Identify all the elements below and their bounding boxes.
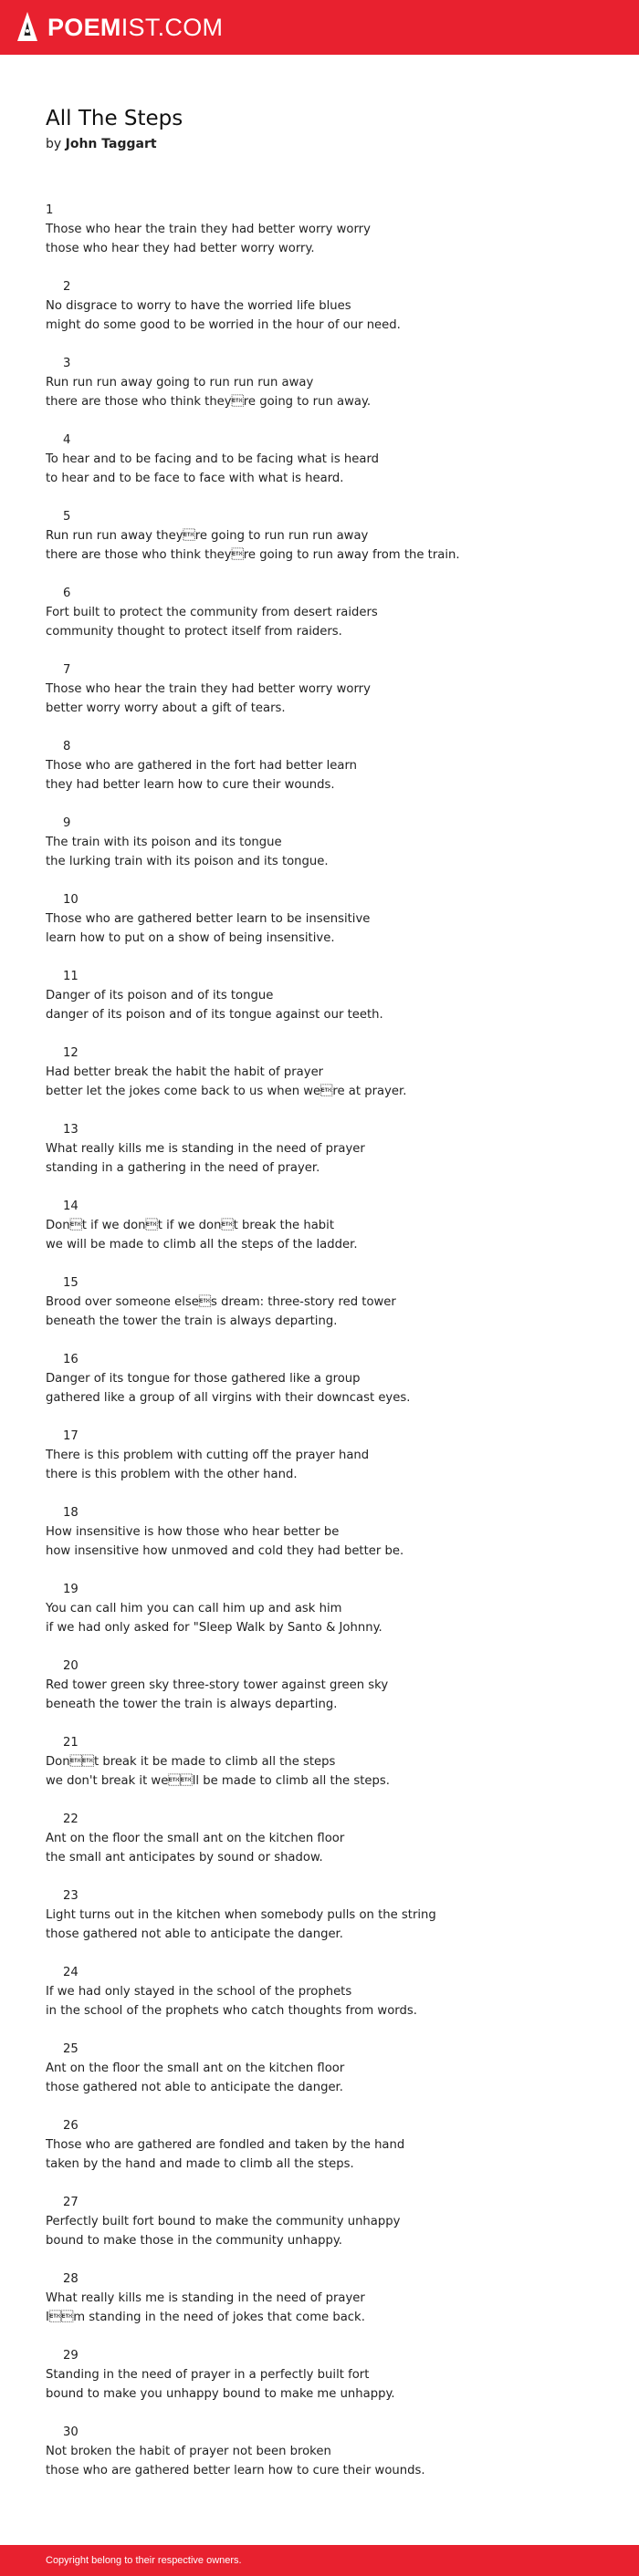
copyright-text: Copyright belong to their respective owners. [46,2555,242,2566]
stanza [46,1810,612,1886]
poem-line: Not broken the habit of prayer not been broken [46,2445,331,2458]
stanza-number: 29 [63,2349,79,2363]
poem-line: Danger of its tongue for those gathered like a group [46,1372,361,1386]
poem-line: How insensitive is how those who hear better be [46,1525,340,1539]
stanza [46,431,612,507]
poem-line: better let the jokes come back to us when were at prayer. [46,1085,407,1098]
poem-line: Danger of its poison and of its tongue [46,989,274,1002]
poem-line: Brood over someone elses dream: three-story red tower [46,1295,396,1309]
poem-line: those who are gathered better learn how to cure their wounds. [46,2464,425,2477]
stanza-number: 10 [63,893,79,907]
stanza [46,967,612,1044]
stanza [46,1886,612,1963]
stanza [46,507,612,584]
poem-line: those gathered not able to anticipate the danger. [46,2081,343,2094]
stanza [46,1580,612,1657]
stanza-number: 6 [63,587,71,600]
poem-line: beneath the tower the train is always departing. [46,1314,338,1328]
poem-line: bound to make you unhappy bound to make me unhappy. [46,2387,395,2401]
poem-line: Those who hear the train they had better worry worry [46,223,371,236]
poem-line: those gathered not able to anticipate the danger. [46,1927,343,1941]
stanza [46,1273,612,1350]
poem-line: better worry worry about a gift of tears. [46,701,286,715]
pen-nib-icon [16,11,38,44]
byline [46,135,183,153]
stanza-number: 26 [63,2119,79,2133]
stanza-number: 30 [63,2425,79,2439]
stanza [46,2270,612,2346]
poem-line: Red tower green sky three-story tower against green sky [46,1678,389,1692]
poem-line: Those who are gathered better learn to be insensitive [46,912,371,926]
poem-line: Had better break the habit the habit of prayer [46,1065,324,1079]
stanza [46,1120,612,1197]
poem-line: those who hear they had better worry worry. [46,242,315,255]
poem-line: to hear and to be face to face with what is heard. [46,472,344,485]
logo-bold: POEM [47,13,121,41]
stanza-number: 5 [63,510,71,524]
poem-line: might do some good to be worried in the hour of our need. [46,318,401,332]
poem-line: danger of its poison and of its tongue against our teeth. [46,1008,383,1022]
poem-line: Those who are gathered are fondled and taken by the hand [46,2138,405,2152]
poem-line: there are those who think theyre going to run away from the train. [46,548,460,562]
stanza [46,737,612,814]
poem-line: there are those who think theyre going to run away. [46,395,372,409]
stanza [46,201,612,277]
poem-line: Perfectly built fort bound to make the community unhappy [46,2215,401,2228]
poem-line: gathered like a group of all virgins with their downcast eyes. [46,1391,411,1405]
poem-line: What really kills me is standing in the need of prayer [46,1142,365,1156]
poem-line: how insensitive how unmoved and cold they had better be. [46,1544,404,1558]
poem-line: there is this problem with the other hand. [46,1468,298,1481]
stanza-number: 23 [63,1889,79,1903]
poem-title: All The Steps [46,107,183,130]
stanza-number: 19 [63,1583,79,1596]
stanza [46,1427,612,1503]
poem-line: standing in a gathering in the need of prayer. [46,1161,320,1175]
stanza-number: 21 [63,1736,79,1750]
poem-line: Im standing in the need of jokes that come back. [46,2311,365,2324]
poem-line: taken by the hand and made to climb all the steps. [46,2157,354,2171]
poem-line: Ant on the floor the small ant on the kitchen floor [46,2062,345,2075]
poem-header [46,104,183,153]
stanza [46,2116,612,2193]
stanza [46,2423,612,2499]
stanza-number: 14 [63,1200,79,1213]
stanza-number: 22 [63,1813,79,1826]
poem-line: Those who are gathered in the fort had better learn [46,759,357,773]
stanza [46,354,612,431]
poem-line: Ant on the floor the small ant on the kitchen floor [46,1832,345,1845]
stanza [46,2346,612,2423]
by-label: by [46,137,62,151]
poem-line: bound to make those in the community unhappy. [46,2234,342,2248]
poem-line: in the school of the prophets who catch thoughts from words. [46,2004,417,2018]
stanza [46,1733,612,1810]
stanza-number: 28 [63,2272,79,2286]
stanza-number: 7 [63,663,71,677]
poem-line: Dont if we dont if we dont break the habit [46,1219,335,1232]
site-logo[interactable] [16,9,223,46]
poem-line: learn how to put on a show of being insensitive. [46,931,335,945]
stanza-number: 3 [63,357,71,370]
poem-line: we will be made to climb all the steps of the ladder. [46,1238,358,1252]
stanza-number: 1 [46,203,54,217]
stanza-number: 8 [63,740,71,753]
stanza [46,1044,612,1120]
stanza-number: 25 [63,2042,79,2056]
stanza-number: 2 [63,280,71,294]
stanza-number: 11 [63,970,79,983]
stanza [46,1963,612,2040]
poem-line: Standing in the need of prayer in a perfectly built fort [46,2368,370,2382]
poem-line: Run run run away theyre going to run run run away [46,529,369,543]
stanza [46,890,612,967]
poem-line: they had better learn how to cure their wounds. [46,778,335,792]
stanza-number: 27 [63,2196,79,2209]
poem-line: No disgrace to worry to have the worried life blues [46,299,351,313]
stanza-number: 16 [63,1353,79,1366]
stanza [46,814,612,890]
poem-line: To hear and to be facing and to be facing what is heard [46,452,380,466]
poem-line: You can call him you can call him up and ask him [46,1602,342,1615]
author-link[interactable]: John Taggart [65,137,157,151]
poem-line: If we had only stayed in the school of the prophets [46,1985,352,1999]
stanza-number: 4 [63,433,71,447]
poem-line: the small ant anticipates by sound or shadow. [46,1851,323,1864]
stanza [46,1350,612,1427]
stanza [46,584,612,660]
stanza [46,1197,612,1273]
logo-text [47,13,224,41]
poem-line: community thought to protect itself from raiders. [46,625,342,639]
poem-line: Dont break it be made to climb all the steps [46,1755,336,1769]
poem-body [46,201,612,2499]
poem-line: Those who hear the train they had better worry worry [46,682,371,696]
stanza [46,1503,612,1580]
poem-line: beneath the tower the train is always departing. [46,1698,338,1711]
logo-light: IST.COM [120,13,224,41]
poem-line: Fort built to protect the community from desert raiders [46,606,378,619]
stanza-number: 18 [63,1506,79,1520]
poem-line: Light turns out in the kitchen when somebody pulls on the string [46,1908,436,1922]
site-footer [0,2545,639,2576]
poem-line: There is this problem with cutting off the prayer hand [46,1449,370,1462]
stanza-number: 24 [63,1966,79,1979]
stanza [46,2040,612,2116]
poem-line: the lurking train with its poison and its tongue. [46,855,329,868]
stanza [46,2193,612,2270]
site-header [0,0,639,55]
stanza [46,660,612,737]
poem-line: we don't break it well be made to climb all the steps. [46,1774,390,1788]
poem-line: Run run run away going to run run run away [46,376,314,390]
poem-line: What really kills me is standing in the need of prayer [46,2291,365,2305]
poem-line: if we had only asked for "Sleep Walk by Santo & Johnny. [46,1621,382,1635]
stanza-number: 17 [63,1429,79,1443]
stanza-number: 13 [63,1123,79,1137]
stanza-number: 9 [63,816,71,830]
stanza-number: 20 [63,1659,79,1673]
stanza [46,1657,612,1733]
stanza [46,277,612,354]
poem-line: The train with its poison and its tongue [46,836,282,849]
stanza-number: 12 [63,1046,79,1060]
stanza-number: 15 [63,1276,79,1290]
